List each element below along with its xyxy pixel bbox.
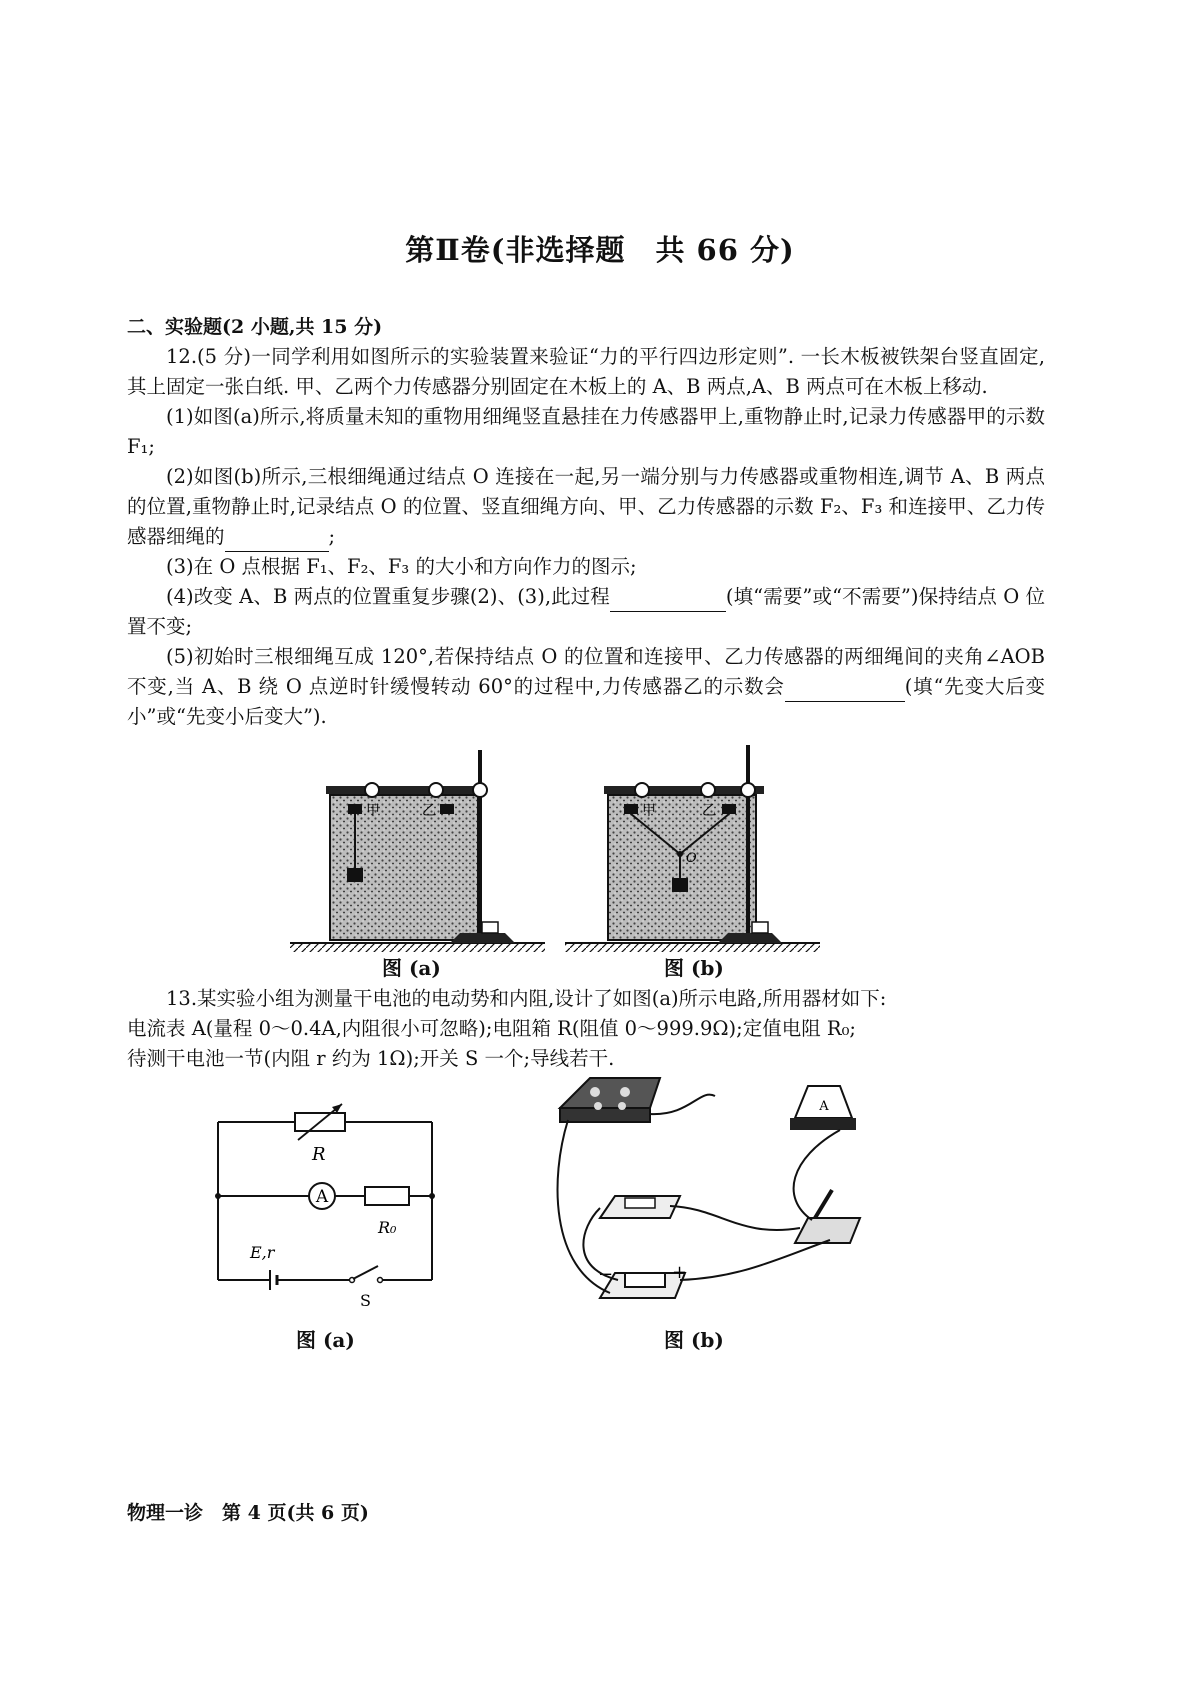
q12-step3: (3)在 O 点根据 F₁、F₂、F₃ 的大小和方向作力的图示;	[166, 555, 637, 578]
label-r: R	[312, 1144, 326, 1165]
ground-hatch	[290, 943, 545, 952]
stand-base	[718, 933, 782, 943]
q13-fig-a-caption: 图 (a)	[296, 1328, 355, 1352]
clamp-knob	[365, 783, 379, 797]
q12-step1: (1)如图(a)所示,将质量未知的重物用细绳竖直悬挂在力传感器甲上,重物静止时,记录力传感器甲的示数 F₁;	[127, 405, 1045, 458]
wire	[794, 1130, 840, 1220]
q12-fig-a-caption: 图 (a)	[382, 956, 441, 980]
top-rail	[326, 786, 486, 794]
ammeter-device-label: A	[819, 1099, 829, 1114]
exam-part-title: 第Ⅱ卷(非选择题 共 66 分)	[405, 233, 795, 267]
wire	[670, 1206, 800, 1230]
q13-circuit-diagram	[200, 1100, 460, 1315]
q12-step5	[127, 642, 1045, 732]
q12-fig-b-caption: 图 (b)	[664, 956, 724, 980]
sensor-jia-label: 甲	[366, 803, 380, 819]
weight	[672, 878, 688, 892]
switch-lever	[815, 1190, 832, 1218]
wire	[650, 1095, 715, 1115]
clamp-knob	[635, 783, 649, 797]
section-heading: 二、实验题(2 小题,共 15 分)	[127, 316, 383, 338]
resistor-element	[625, 1198, 655, 1208]
dry-cell	[625, 1273, 665, 1287]
q12-intro: 12.(5 分)一同学利用如图所示的实验装置来验证“力的平行四边形定则”. 一长木板被铁架台竖直固定,其上固定一张白纸. 甲、乙两个力传感器分别固定在木板上的 A、B 两点,A、B 两点可在木板上移动.	[127, 345, 1045, 398]
q12-step2-text: (2)如图(b)所示,三根细绳通过结点 O 连接在一起,另一端分别与力传感器或重物相连,调节 A、B 两点的位置,重物静止时,记录结点 O 的位置、竖直细绳方向、甲、乙力传感器的示数 F₂、F₃ 和连接甲、乙力传感器细绳的	[127, 465, 1045, 548]
q12-figures	[290, 740, 830, 980]
wire	[680, 1240, 830, 1280]
answer-blank-1[interactable]	[225, 531, 329, 552]
battery-plus-label: +	[672, 1262, 688, 1283]
ammeter-label: A	[315, 1187, 329, 1207]
dial-knob	[590, 1087, 600, 1097]
clamp-knob	[701, 783, 715, 797]
fixed-resistor-r0	[365, 1187, 409, 1205]
q12-step5-text-a: (5)初始时三根细绳互成 120°,若保持结点 O 的位置和连接甲、乙力传感器的两细绳间的夹角∠AOB 不变,当 A、B 绕 O 点逆时针缓慢转动 60°的过程中,力传感器乙的示数会	[127, 645, 1045, 698]
answer-blank-2[interactable]	[610, 591, 726, 612]
page-footer: 物理一诊 第 4 页(共 6 页)	[127, 1502, 369, 1524]
clamp-knob	[741, 783, 755, 797]
stand-base	[450, 933, 515, 943]
q12-step4-text-b: (填“需要”或“不需要”)保持结点 O 位置不变;	[127, 585, 1046, 638]
junction	[215, 1193, 221, 1199]
stand-clamp	[752, 922, 768, 933]
q12-step2-end: ;	[328, 525, 336, 548]
sensor-yi	[440, 804, 454, 814]
fig-b-apparatus	[565, 745, 820, 952]
sensor-jia-label: 甲	[642, 803, 656, 819]
dial-knob	[620, 1087, 630, 1097]
question-12	[127, 342, 1045, 732]
q12-step4-text-a: (4)改变 A、B 两点的位置重复步骤(2)、(3),此过程	[166, 585, 610, 608]
fig-a-apparatus	[290, 750, 545, 952]
battery-minus-label: −	[598, 1264, 614, 1285]
switch-s	[353, 1266, 378, 1279]
answer-blank-3[interactable]	[785, 681, 905, 702]
sensor-jia	[624, 804, 638, 814]
knot-o	[677, 851, 683, 857]
weight	[347, 868, 363, 882]
clamp-knob	[473, 783, 487, 797]
resistance-box-top	[560, 1078, 660, 1108]
q13-line3: 待测干电池一节(内阻 r 约为 1Ω);开关 S 一个;导线若干.	[127, 1047, 615, 1070]
q13-fig-b-caption: 图 (b)	[664, 1328, 724, 1352]
junction	[429, 1193, 435, 1199]
sensor-yi-label: 乙	[702, 803, 716, 819]
ground-hatch	[565, 943, 820, 952]
dial-knob	[618, 1102, 626, 1110]
wooden-board	[608, 795, 756, 940]
ammeter-base	[790, 1118, 856, 1130]
label-emf: E,r	[250, 1243, 275, 1262]
q12-step2	[127, 462, 1045, 552]
sensor-jia	[348, 804, 362, 814]
q13-physical-circuit	[540, 1068, 920, 1318]
sensor-yi-label: 乙	[422, 803, 436, 819]
stand-clamp	[482, 922, 498, 933]
q12-step4	[127, 582, 1045, 642]
q13-line1: 13.某实验小组为测量干电池的电动势和内阻,设计了如图(a)所示电路,所用器材如下:	[166, 987, 887, 1010]
label-s: S	[360, 1291, 371, 1310]
dial-knob	[594, 1102, 602, 1110]
question-13	[127, 984, 1045, 1074]
label-r0: R₀	[378, 1218, 397, 1237]
knot-o-label: O	[686, 851, 697, 866]
switch-device	[795, 1218, 860, 1243]
resistance-box-body	[560, 1108, 650, 1122]
q13-line2: 电流表 A(量程 0～0.4A,内阻很小可忽略);电阻箱 R(阻值 0～999.9Ω);定值电阻 R₀;	[127, 1017, 856, 1040]
switch-contact	[378, 1278, 383, 1283]
sensor-yi	[722, 804, 736, 814]
q12-step5-text-b: (填“先变大后变小”或“先变小后变大”).	[127, 675, 1046, 728]
clamp-knob	[429, 783, 443, 797]
wooden-board	[330, 795, 478, 940]
